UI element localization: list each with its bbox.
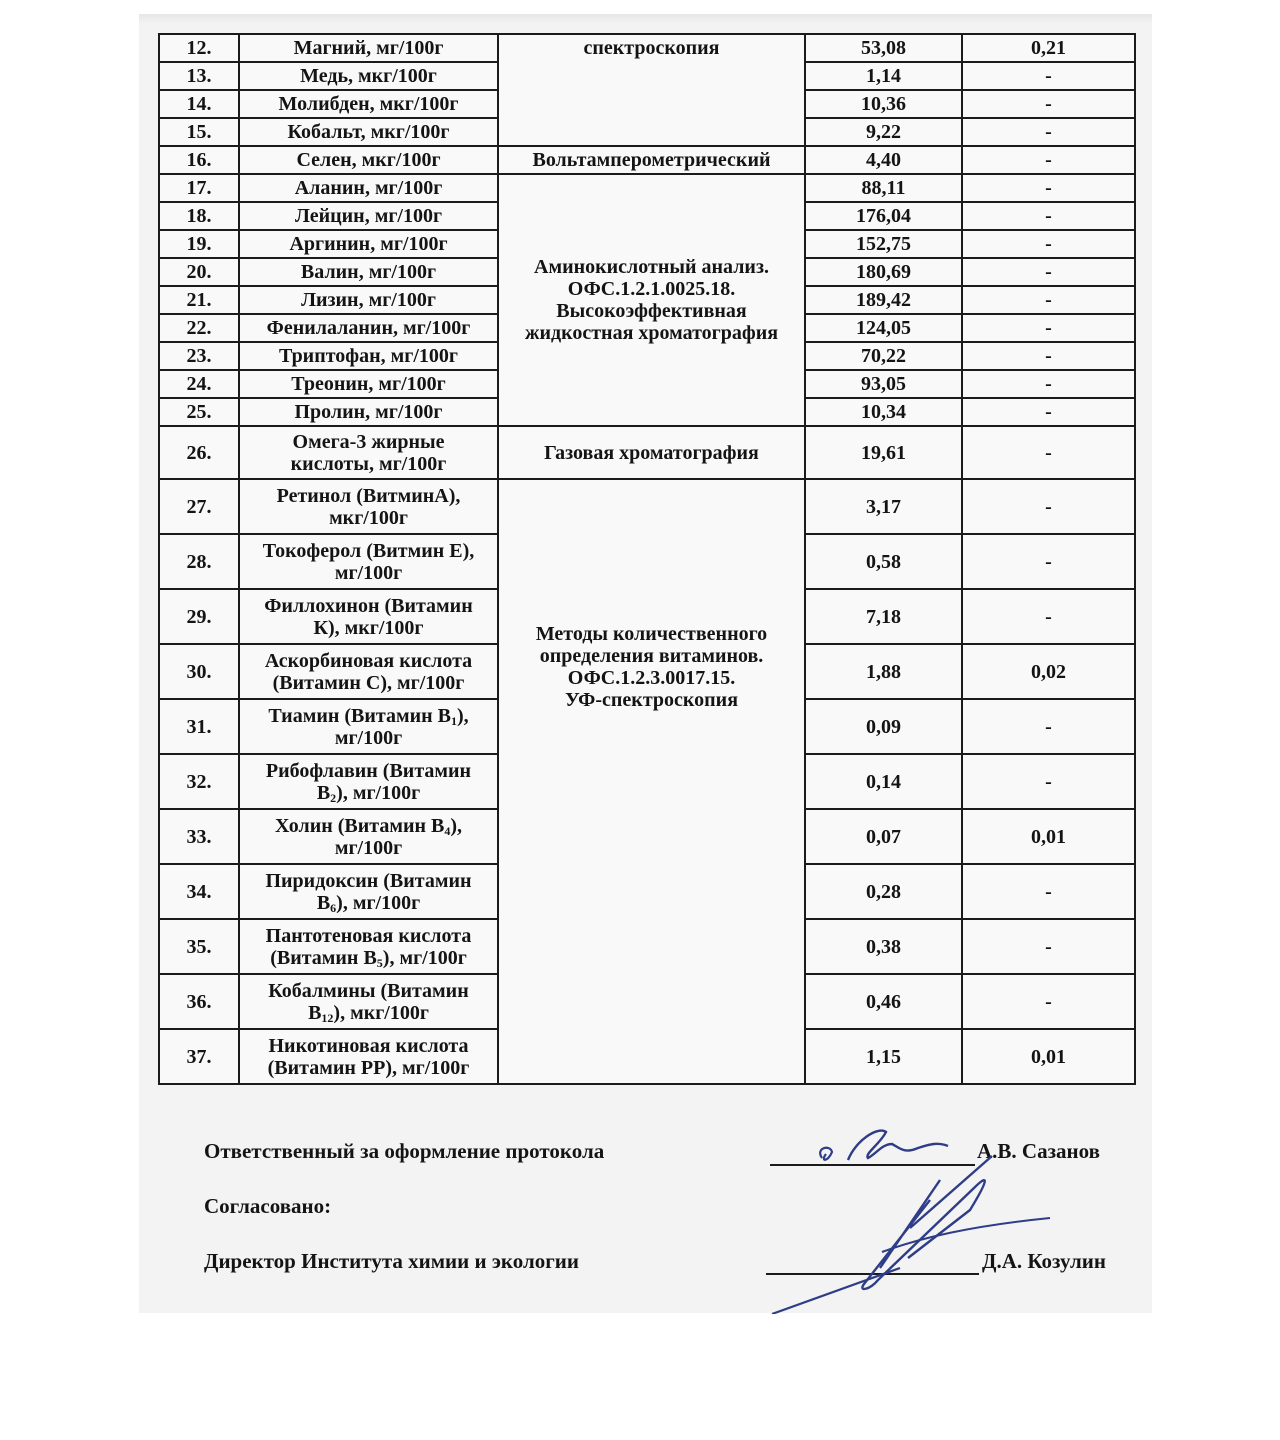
protocol-table-body (159, 34, 1135, 1084)
name-subscript: 6 (330, 900, 337, 915)
method-text: жидкостная хроматография (524, 322, 779, 344)
error-value: - (962, 62, 1135, 90)
method-text: Газовая хроматография (544, 441, 759, 464)
row-number: 32. (159, 754, 239, 809)
row-number: 21. (159, 286, 239, 314)
row-number: 25. (159, 398, 239, 426)
method-text: Аминокислотный анализ. (534, 256, 769, 278)
indicator-name: Треонин, мг/100г (239, 370, 498, 398)
error-value: - (962, 479, 1135, 534)
indicator-name: Магний, мг/100г (239, 34, 498, 62)
name-text: ), мкг/100г (333, 1001, 429, 1024)
indicator-name (239, 864, 498, 919)
row-number: 18. (159, 202, 239, 230)
method-text: Высокоэффективная (556, 300, 747, 322)
result-value: 10,34 (805, 398, 962, 426)
name-line (244, 892, 493, 914)
result-value: 7,18 (805, 589, 962, 644)
name-line: (Витамин РР), мг/100г (267, 1056, 470, 1079)
name-subscript: 12 (321, 1010, 334, 1025)
name-line: К), мкг/100г (313, 616, 424, 639)
indicator-name (239, 589, 498, 644)
method-cell (498, 426, 805, 479)
row-number: 12. (159, 34, 239, 62)
error-value: - (962, 90, 1135, 118)
row-number: 16. (159, 146, 239, 174)
error-value: - (962, 974, 1135, 1029)
responsible-name: А.В. Сазанов (977, 1139, 1100, 1163)
table-row (159, 426, 1135, 479)
name-text: В (316, 781, 331, 804)
name-line (244, 947, 493, 969)
method-cell (498, 34, 805, 146)
responsible-label: Ответственный за оформление протокола (204, 1139, 605, 1163)
name-line: мг/100г (334, 726, 403, 749)
error-value: - (962, 864, 1135, 919)
name-line: Аскорбиновая кислота (264, 649, 473, 672)
result-value: 88,11 (805, 174, 962, 202)
name-line: Пантотеновая кислота (265, 924, 472, 947)
name-text: В (308, 1001, 322, 1024)
result-value: 180,69 (805, 258, 962, 286)
signature-stroke (772, 1268, 900, 1314)
row-number: 26. (159, 426, 239, 479)
indicator-name (239, 699, 498, 754)
name-line: Пиридоксин (Витамин (265, 869, 472, 892)
row-number: 23. (159, 342, 239, 370)
table-row (159, 34, 1135, 62)
result-value: 10,36 (805, 90, 962, 118)
method-text: спектроскопия (583, 37, 720, 59)
name-line: Токоферол (Витмин Е), (262, 539, 475, 562)
name-line: мг/100г (334, 561, 403, 584)
result-value: 0,14 (805, 754, 962, 809)
result-value: 189,42 (805, 286, 962, 314)
name-line (244, 1002, 493, 1024)
method-text: УФ-спектроскопия (564, 688, 739, 711)
result-value: 1,15 (805, 1029, 962, 1084)
name-line: (Витамин С), мг/100г (272, 671, 465, 694)
indicator-name (239, 809, 498, 864)
indicator-name (239, 974, 498, 1029)
error-value: - (962, 699, 1135, 754)
indicator-name (239, 644, 498, 699)
row-number: 30. (159, 644, 239, 699)
result-value: 3,17 (805, 479, 962, 534)
method-text: Вольтамперометрический (532, 149, 771, 171)
indicator-name: Аргинин, мг/100г (239, 230, 498, 258)
table-row (159, 174, 1135, 202)
row-number: 15. (159, 118, 239, 146)
indicator-name (239, 426, 498, 479)
signature-stroke (820, 1148, 832, 1160)
row-number: 36. (159, 974, 239, 1029)
name-line: Никотиновая кислота (268, 1034, 469, 1057)
signature-stroke (862, 1156, 992, 1289)
name-text: ), мг/100г (336, 781, 421, 804)
indicator-name: Кобальт, мкг/100г (239, 118, 498, 146)
result-value: 53,08 (805, 34, 962, 62)
error-value: - (962, 230, 1135, 258)
row-number: 37. (159, 1029, 239, 1084)
result-value: 176,04 (805, 202, 962, 230)
error-value: - (962, 534, 1135, 589)
method-cell (498, 174, 805, 426)
table-row (159, 146, 1135, 174)
name-line (244, 815, 493, 837)
name-subscript: 5 (376, 955, 383, 970)
name-line: Кобалмины (Витамин (268, 979, 469, 1002)
error-value: 0,01 (962, 809, 1135, 864)
indicator-name: Аланин, мг/100г (239, 174, 498, 202)
error-value: - (962, 146, 1135, 174)
indicator-name: Молибден, мкг/100г (239, 90, 498, 118)
name-text: ), мг/100г (382, 946, 467, 969)
row-number: 33. (159, 809, 239, 864)
indicator-name (239, 479, 498, 534)
error-value: 0,02 (962, 644, 1135, 699)
error-value: - (962, 426, 1135, 479)
name-text: ), (450, 814, 463, 837)
result-value: 0,58 (805, 534, 962, 589)
row-number: 27. (159, 479, 239, 534)
result-value: 93,05 (805, 370, 962, 398)
indicator-name (239, 919, 498, 974)
name-subscript: 4 (444, 823, 451, 838)
row-number: 34. (159, 864, 239, 919)
error-value: - (962, 342, 1135, 370)
indicator-name: Лизин, мг/100г (239, 286, 498, 314)
row-number: 20. (159, 258, 239, 286)
result-value: 9,22 (805, 118, 962, 146)
indicator-name (239, 754, 498, 809)
name-line: мкг/100г (329, 506, 408, 529)
indicator-name: Лейцин, мг/100г (239, 202, 498, 230)
result-value: 1,88 (805, 644, 962, 699)
error-value: - (962, 258, 1135, 286)
indicator-name: Триптофан, мг/100г (239, 342, 498, 370)
name-line: Рибофлавин (Витамин (265, 759, 472, 782)
signature-stroke (882, 1218, 1050, 1252)
result-value: 1,14 (805, 62, 962, 90)
row-number: 13. (159, 62, 239, 90)
error-value: - (962, 174, 1135, 202)
indicator-name: Пролин, мг/100г (239, 398, 498, 426)
name-line: мг/100г (334, 836, 403, 859)
row-number: 14. (159, 90, 239, 118)
row-number: 29. (159, 589, 239, 644)
result-value: 152,75 (805, 230, 962, 258)
error-value: - (962, 118, 1135, 146)
error-value: 0,21 (962, 34, 1135, 62)
name-line (244, 705, 493, 727)
error-value: - (962, 398, 1135, 426)
method-text: ОФС.1.2.3.0017.15. (567, 666, 736, 689)
result-value: 0,07 (805, 809, 962, 864)
method-text: определения витаминов. (539, 644, 764, 667)
row-number: 22. (159, 314, 239, 342)
name-line: Омега-3 жирные (292, 430, 445, 453)
error-value: 0,01 (962, 1029, 1135, 1084)
row-number: 28. (159, 534, 239, 589)
name-line: Ретинол (ВитминА), (276, 484, 461, 507)
name-subscript: 2 (330, 790, 337, 805)
method-cell (498, 479, 805, 1084)
name-line: кислоты, мг/100г (290, 452, 447, 475)
name-line: Филлохинон (Витамин (264, 594, 473, 617)
error-value: - (962, 286, 1135, 314)
signature-stroke (848, 1131, 948, 1160)
error-value: - (962, 314, 1135, 342)
result-value: 0,09 (805, 699, 962, 754)
indicator-name: Валин, мг/100г (239, 258, 498, 286)
row-number: 17. (159, 174, 239, 202)
result-value: 124,05 (805, 314, 962, 342)
error-value: - (962, 754, 1135, 809)
indicator-name: Медь, мкг/100г (239, 62, 498, 90)
method-text: Методы количественного (535, 622, 768, 645)
result-value: 70,22 (805, 342, 962, 370)
result-value: 0,38 (805, 919, 962, 974)
name-text: В (316, 891, 331, 914)
indicator-name: Селен, мкг/100г (239, 146, 498, 174)
row-number: 19. (159, 230, 239, 258)
director-name: Д.А. Козулин (982, 1249, 1107, 1273)
result-value: 0,46 (805, 974, 962, 1029)
name-text: Холин (Витамин В (274, 814, 445, 837)
indicator-name: Фенилаланин, мг/100г (239, 314, 498, 342)
name-text: Тиамин (Витамин В (268, 704, 451, 727)
result-value: 4,40 (805, 146, 962, 174)
name-text: ), мг/100г (336, 891, 421, 914)
name-line (244, 782, 493, 804)
error-value: - (962, 589, 1135, 644)
handwritten-signatures (760, 1118, 1080, 1314)
director-label: Директор Института химии и экологии (204, 1249, 579, 1273)
agreed-label: Согласовано: (204, 1194, 332, 1218)
row-number: 35. (159, 919, 239, 974)
error-value: - (962, 919, 1135, 974)
error-value: - (962, 202, 1135, 230)
table-row (159, 479, 1135, 534)
method-text: ОФС.1.2.1.0025.18. (567, 278, 736, 300)
result-value: 0,28 (805, 864, 962, 919)
error-value: - (962, 370, 1135, 398)
indicator-name (239, 534, 498, 589)
result-value: 19,61 (805, 426, 962, 479)
row-number: 31. (159, 699, 239, 754)
sheet-top-edge (139, 14, 1152, 24)
method-cell (498, 146, 805, 174)
name-subscript: 1 (450, 713, 457, 728)
protocol-table (158, 33, 1136, 1085)
indicator-name (239, 1029, 498, 1084)
name-text: ), (456, 704, 469, 727)
name-text: (Витамин В (270, 946, 377, 969)
row-number: 24. (159, 370, 239, 398)
